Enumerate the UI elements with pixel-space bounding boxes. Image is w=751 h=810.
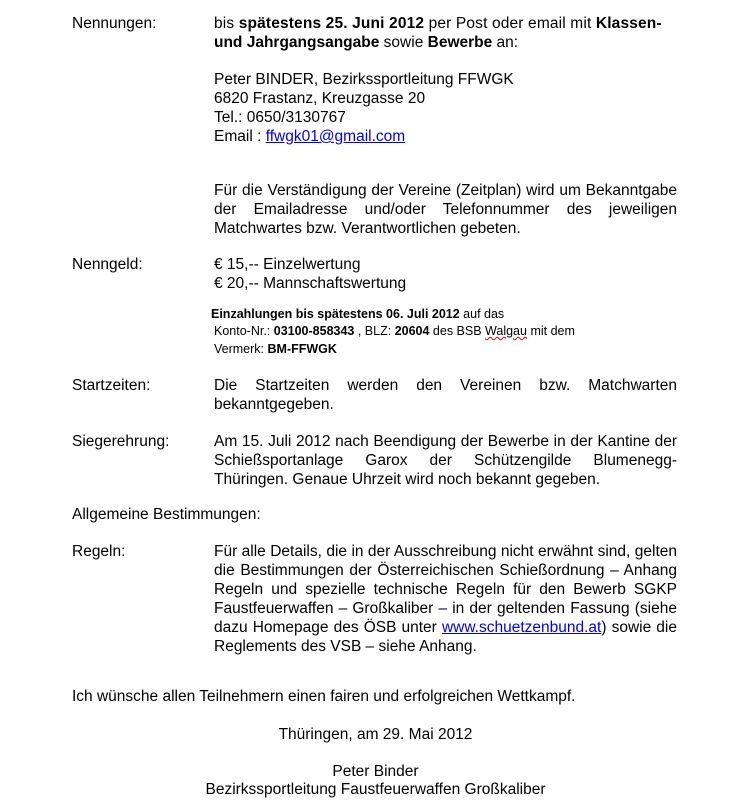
email-link[interactable]: ffwgk01@gmail.com: [265, 128, 406, 145]
signer-name: Peter Binder: [332, 763, 419, 780]
payment-reference: Vermerk: BM-FFWGK: [214, 342, 337, 356]
bank-account: Konto-Nr.: 03100-858343 , BLZ: 20604 des BSB Walgau mit dem: [214, 324, 575, 338]
nenngeld-fees: € 15,-- Einzelwertung € 20,-- Mannschaftswertung: [214, 256, 407, 292]
regeln-label: Regeln:: [72, 543, 126, 560]
siegerehrung-text: Am 15. Juli 2012 nach Beendigung der Bewerbe in der Kantine der Schießsportanlage Garox der Schützengilde Blumenegg-Thüringen. Genaue Uhrzeit wird noch bekannt gegeben.: [214, 433, 677, 488]
place-date: Thüringen, am 29. Mai 2012: [278, 726, 473, 743]
closing-sentence: Ich wünsche allen Teilnehmern einen fairen und erfolgreichen Wettkampf.: [72, 688, 576, 705]
regeln-text: Für alle Details, die in der Ausschreibung nicht erwähnt sind, gelten die Bestimmungen der Österreichischen Schießordnung – Anhang Regeln und spezielle technische Regeln für den Bewerb SGKP Faustfeuerwaffen – Großkaliber – in der geltenden Fassung (siehe dazu Homepage des ÖSB unter www.schuetzenbund.at) sowie die Reglements des VSB – siehe Anhang.: [214, 543, 677, 655]
payment-deadline: Einzahlungen bis spätestens 06. Juli 2012 auf das: [211, 307, 505, 321]
schuetzenbund-link[interactable]: www.schuetzenbund.at: [441, 619, 602, 636]
startzeiten-text: Die Startzeiten werden den Vereinen bzw. Matchwarten bekanntgegeben.: [214, 377, 677, 413]
nennungen-info: Für die Verständigung der Vereine (Zeitplan) wird um Bekanntgabe der Emailadresse und/oder Telefonnummer des jeweiligen Matchwartes bzw. Verantwortlichen gebeten.: [214, 182, 677, 237]
nennungen-intro: bis spätestens 25. Juni 2012 per Post oder email mit Klassen- und Jahrgangsangabe sowie Bewerbe an:: [214, 15, 662, 51]
phone-line: Tel.: 0650/3130767: [214, 109, 346, 126]
address-line: 6820 Frastanz, Kreuzgasse 20: [214, 90, 426, 107]
nennungen-label: Nennungen:: [72, 15, 157, 32]
address-line: Peter BINDER, Bezirkssportleitung FFWGK: [214, 71, 514, 88]
allgemeine-bestimmungen-heading: Allgemeine Bestimmungen:: [72, 506, 261, 523]
address-block: [214, 70, 677, 146]
email-line: Email : ffwgk01@gmail.com: [214, 128, 406, 145]
startzeiten-label: Startzeiten:: [72, 377, 151, 394]
nenngeld-label: Nenngeld:: [72, 256, 143, 273]
signer-title: Bezirkssportleitung Faustfeuerwaffen Großkaliber: [205, 781, 546, 798]
siegerehrung-label: Siegerehrung:: [72, 433, 170, 450]
